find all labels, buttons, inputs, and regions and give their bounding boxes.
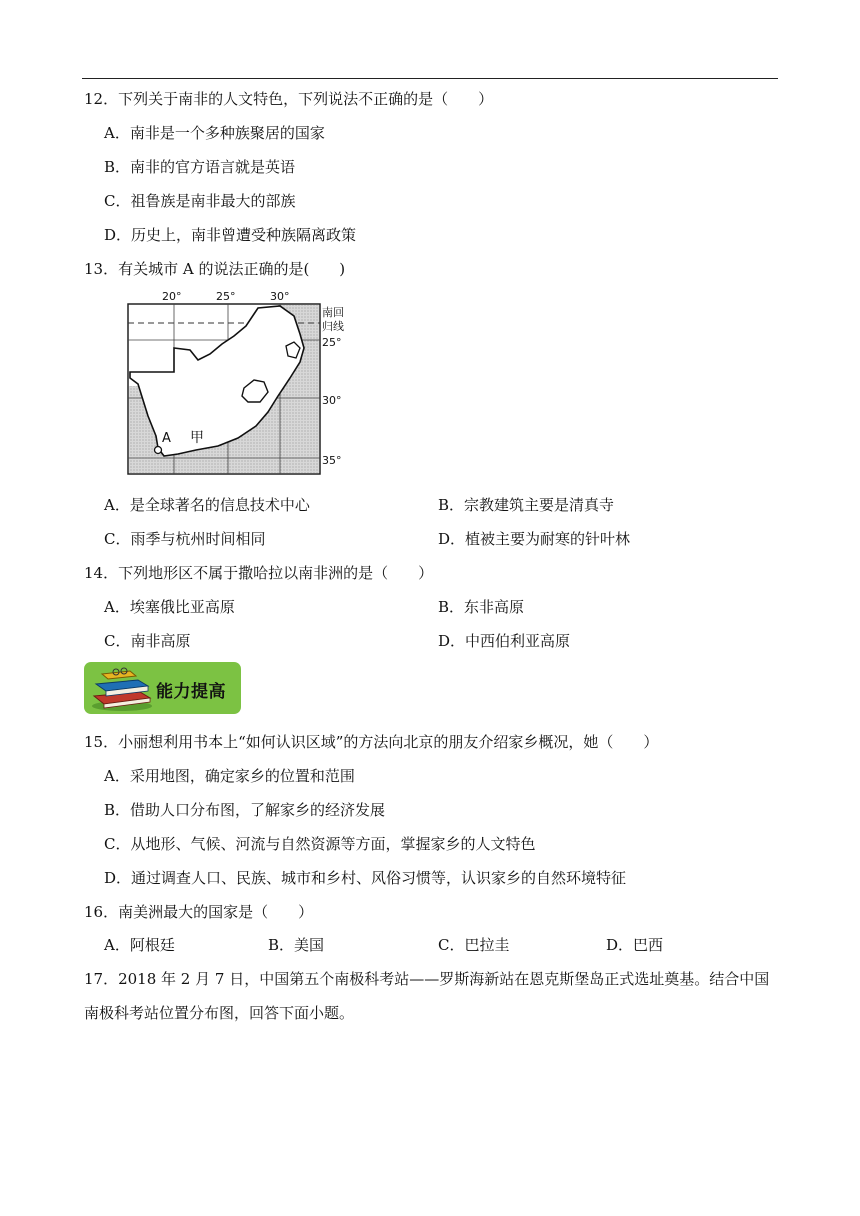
q14-option-b[interactable]: B．东非高原	[438, 598, 525, 616]
lat-label-25: 25°	[322, 336, 342, 349]
q15-stem: 15．小丽想利用书本上“如何认识区域”的方法向北京的朋友介绍家乡概况，她（ ）	[84, 733, 659, 751]
q13-option-a[interactable]: A．是全球著名的信息技术中心	[104, 496, 310, 514]
tropic-label-1: 南回	[322, 306, 344, 319]
q16-option-a[interactable]: A．阿根廷	[104, 936, 175, 954]
city-a-marker	[155, 447, 162, 454]
q14-option-a[interactable]: A．埃塞俄比亚高原	[104, 598, 235, 616]
books-icon	[90, 666, 154, 712]
section-badge	[84, 662, 241, 714]
q17-stem-line2: 南极科考站位置分布图，回答下面小题。	[84, 1004, 355, 1022]
q15-option-c[interactable]: C．从地形、气候、河流与自然资源等方面，掌握家乡的人文特色	[104, 835, 536, 853]
q14-stem: 14．下列地形区不属于撒哈拉以南非洲的是（ ）	[84, 564, 434, 582]
south-africa-map	[118, 286, 348, 478]
lat-label-30: 30°	[322, 394, 342, 407]
q12-option-d[interactable]: D．历史上，南非曾遭受种族隔离政策	[104, 226, 357, 244]
q13-stem: 13．有关城市 A 的说法正确的是( )	[84, 260, 346, 278]
q14-option-c[interactable]: C．南非高原	[104, 632, 191, 650]
q12-option-a[interactable]: A．南非是一个多种族聚居的国家	[104, 124, 325, 142]
section-title: 能力提高	[156, 682, 226, 702]
q16-option-b[interactable]: B．美国	[268, 936, 325, 954]
region-jia-label: 甲	[190, 430, 204, 446]
q12-option-c[interactable]: C．祖鲁族是南非最大的部族	[104, 192, 296, 210]
q16-stem: 16．南美洲最大的国家是（ ）	[84, 903, 314, 921]
q16-option-c[interactable]: C．巴拉圭	[438, 936, 510, 954]
q12-option-b[interactable]: B．南非的官方语言就是英语	[104, 158, 296, 176]
q13-option-d[interactable]: D．植被主要为耐寒的针叶林	[438, 530, 631, 548]
q17-stem-line1: 17．2018 年 2 月 7 日，中国第五个南极科考站——罗斯海新站在恩克斯堡岛正式选址奠基。结合中国	[84, 970, 770, 988]
lon-label-20: 20°	[162, 290, 182, 303]
q12-stem: 12．下列关于南非的人文特色，下列说法不正确的是（ ）	[84, 90, 494, 108]
q15-option-d[interactable]: D．通过调查人口、民族、城市和乡村、风俗习惯等，认识家乡的自然环境特征	[104, 869, 627, 887]
tropic-label-2: 归线	[322, 320, 344, 333]
q14-option-d[interactable]: D．中西伯利亚高原	[438, 632, 571, 650]
q13-option-c[interactable]: C．雨季与杭州时间相同	[104, 530, 266, 548]
city-a-label: A	[162, 431, 171, 446]
q15-option-b[interactable]: B．借助人口分布图，了解家乡的经济发展	[104, 801, 386, 819]
lon-label-25: 25°	[216, 290, 236, 303]
lat-label-35: 35°	[322, 454, 342, 467]
lon-label-30: 30°	[270, 290, 290, 303]
q13-option-b[interactable]: B．宗教建筑主要是清真寺	[438, 496, 615, 514]
header-rule	[82, 78, 778, 79]
q16-option-d[interactable]: D．巴西	[606, 936, 664, 954]
q15-option-a[interactable]: A．采用地图，确定家乡的位置和范围	[104, 767, 355, 785]
